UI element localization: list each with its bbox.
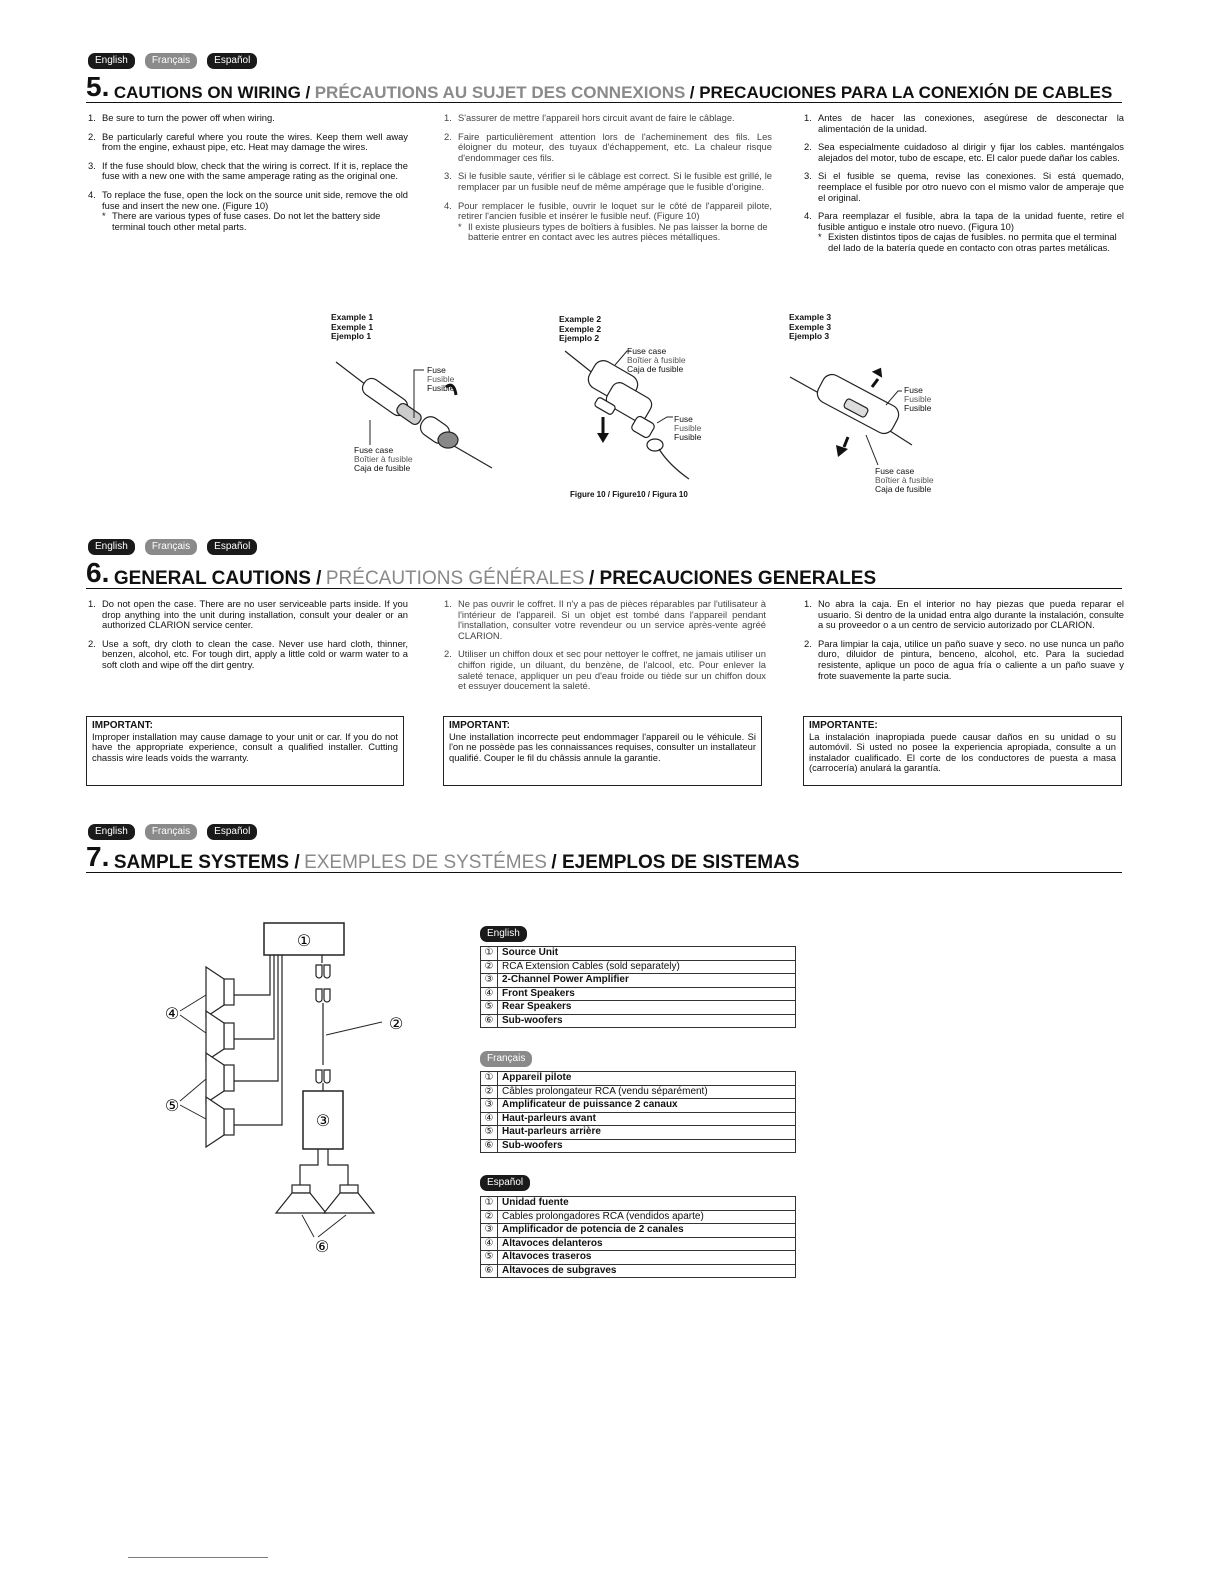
legend-french-badge: Français <box>480 1051 532 1067</box>
sample-system-diagram <box>150 915 420 1265</box>
section6-title-fr: PRÉCAUTIONS GÉNÉRALES <box>325 568 585 589</box>
section7-title-fr: EXEMPLES DE SYSTÉMES <box>304 852 547 873</box>
important-text: La instalación inapropiada puede causar daños en su unidad o su automóvil. Si usted no posee la experiencia apropiada, consulte a un instalador cualificado. El corte de los conductores de puesta a masa (carrocería) anulará la garantía. <box>809 730 1116 774</box>
section6-spanish-column <box>804 599 1124 689</box>
lang-spanish-badge: Español <box>207 824 257 840</box>
fuse-example3-illustration <box>786 365 916 465</box>
section6-english-column <box>88 599 408 679</box>
section5-title-fr: PRÉCAUTIONS AU SUJET DES CONNEXIONS <box>314 83 686 102</box>
list-item: 1. No abra la caja. En el interior no hay piezas que pueda reparar el usuario. Si dentro de la unidad entra algo durante la instalación, consulte a su proveedor o a un centro de servicio autorizado por CLARION. <box>804 598 1124 631</box>
table-row: ① Source Unit <box>481 947 796 961</box>
list-item: 2. Sea especialmente cuidadoso al dirigir y fijar los cables. manténgalos alejados del motor, tubo de escape, etc. El calor puede dañar los cables. <box>804 141 1124 163</box>
section5-french-column <box>444 113 772 243</box>
list-note: * There are various types of fuse cases. Do not let the battery side terminal touch other metal parts. <box>102 210 381 232</box>
example2-label: Example 2 Exemple 2 Ejemplo 2 <box>559 314 602 343</box>
table-row: ⑥ Sub-woofers <box>481 1014 796 1028</box>
language-tabs-section7 <box>88 824 257 840</box>
fuse-case-callout-1: Fuse case Boîtier à fusible Caja de fusible <box>354 445 413 473</box>
callout-5: ⑤ <box>164 1096 180 1115</box>
lang-english-badge: English <box>88 824 135 840</box>
list-item: 3. If the fuse should blow, check that the wiring is correct. If it is, replace the fuse with a new one with the same amperage rating as the original one. <box>88 159 408 182</box>
important-box-es <box>803 716 1122 786</box>
list-item: 1. Ne pas ouvrir le coffret. Il n'y a pas de pièces réparables par l'utilisateur à l'intérieur de l'appareil. Si un objet est tombé dans l'appareil pendant l'installation, consulter votre revendeur ou un service après-vente agréé CLARION. <box>444 598 766 641</box>
table-row: ④ Front Speakers <box>481 987 796 1001</box>
fuse-callout-1: Fuse Fusible Fusible <box>427 365 455 393</box>
table-row: ① Unidad fuente <box>481 1197 796 1211</box>
important-text: Une installation incorrecte peut endommager l'appareil ou le véhicule. Si l'on ne possède pas les connaissances requises, consulter un installateur qualifié. Couper le fil du châssis annule la garantie. <box>449 730 756 763</box>
section5-number: 5. <box>86 71 110 102</box>
lang-english-badge: English <box>88 539 135 555</box>
table-row: ⑤ Altavoces traseros <box>481 1251 796 1265</box>
list-item: 1. Do not open the case. There are no user serviceable parts inside. If you drop anything into the unit during installation, consult your dealer or an authorized CLARION service center. <box>88 598 408 631</box>
footer-rule <box>128 1557 268 1558</box>
fuse-case-callout-3: Fuse case Boîtier à fusible Caja de fusible <box>875 466 934 494</box>
example3-label: Example 3 Exemple 3 Ejemplo 3 <box>789 312 832 341</box>
lang-french-badge: Français <box>145 824 197 840</box>
table-row: ② Cables prolongadores RCA (vendidos aparte) <box>481 1210 796 1224</box>
important-text: Improper installation may cause damage to your unit or car. If you do not have the appropriate experience, consult a qualified installer. Cutting chassis wire leads voids the warranty. <box>92 730 398 763</box>
callout-3: ③ <box>315 1111 331 1130</box>
list-item: 2. Be particularly careful where you route the wires. Keep them well away from the engine, exhaust pipe, etc. Heat may damage the wires. <box>88 130 408 153</box>
important-heading: IMPORTANTE: <box>809 720 878 731</box>
important-box-en <box>86 716 404 786</box>
section5-title-es: / PRECAUCIONES PARA LA CONEXIÓN DE CABLES <box>689 83 1113 102</box>
table-row: ② RCA Extension Cables (sold separately) <box>481 960 796 974</box>
section5-spanish-column <box>804 113 1124 254</box>
table-row: ⑤ Haut-parleurs arrière <box>481 1126 796 1140</box>
lang-english-badge: English <box>88 53 135 69</box>
lang-french-badge: Français <box>145 539 197 555</box>
list-item: 2. Utiliser un chiffon doux et sec pour nettoyer le coffret, ne jamais utiliser un chiffon rigide, un diluant, du benzène, de l'alcool, etc. Pour enlever la saleté tenace, appliquer un peu d'eau froide ou tiède sur un chiffon doux et essuyer doucement la saleté. <box>444 648 766 692</box>
section6-french-column <box>444 599 766 700</box>
callout-4: ④ <box>164 1004 180 1023</box>
list-item: 3. Si el fusible se quema, revise las conexiones. Si está quemado, reemplace el fusible por otro nuevo con el mismo valor de amperaje que el original. <box>804 170 1124 203</box>
fuse-callout-2: Fuse Fusible Fusible <box>674 414 702 442</box>
section6-title-es: / PRECAUCIONES GENERALES <box>589 568 877 589</box>
table-row: ③ 2-Channel Power Amplifier <box>481 974 796 988</box>
table-row: ④ Altavoces delanteros <box>481 1237 796 1251</box>
legend-table-en <box>480 946 796 1028</box>
legend-english-badge: English <box>480 926 527 942</box>
section5-title-en: CAUTIONS ON WIRING / <box>113 83 311 102</box>
list-item: 1. S'assurer de mettre l'appareil hors circuit avant de faire le câblage. <box>444 112 735 123</box>
lang-spanish-badge: Español <box>207 53 257 69</box>
fuse-case-callout-2: Fuse case Boîtier à fusible Caja de fusible <box>627 346 686 374</box>
callout-6: ⑥ <box>314 1237 330 1256</box>
lang-spanish-badge: Español <box>207 539 257 555</box>
table-row: ⑤ Rear Speakers <box>481 1001 796 1015</box>
section6-title <box>86 557 1122 589</box>
table-row: ③ Amplificateur de puissance 2 canaux <box>481 1099 796 1113</box>
fuse-callout-3: Fuse Fusible Fusible <box>904 385 932 413</box>
table-row: ② Câbles prolongateur RCA (vendu séparément) <box>481 1085 796 1099</box>
callout-2: ② <box>388 1014 404 1033</box>
legend-spanish-badge: Español <box>480 1175 530 1191</box>
important-box-fr <box>443 716 762 786</box>
example1-label: Example 1 Exemple 1 Ejemplo 1 <box>331 312 374 341</box>
section7-title <box>86 841 1122 873</box>
section7-number: 7. <box>86 841 110 872</box>
list-item: 1. Be sure to turn the power off when wiring. <box>88 112 275 123</box>
legend-table-es <box>480 1196 796 1278</box>
list-item: 2. Faire particulièrement attention lors de l'acheminement des fils. Les éloigner du moteur, des tuyaux d'échappement, etc. La chaleur risque d'endommager ces fils. <box>444 130 772 163</box>
list-item: 4. Para reemplazar el fusible, abra la tapa de la unidad fuente, retire el fusible antiguo e instale otro nuevo. (Figura 10) <box>804 210 1124 232</box>
section7-title-en: SAMPLE SYSTEMS / <box>113 852 300 873</box>
list-note: * Il existe plusieurs types de boîtiers à fusibles. Ne pas laisser la borne de batterie entrer en contact avec les autres pièces métalliques. <box>458 220 768 243</box>
list-item: 4. To replace the fuse, open the lock on the source unit side, remove the old fuse and insert the new one. (Figure 10) <box>88 188 408 211</box>
language-tabs-section6 <box>88 539 257 555</box>
language-tabs-section5 <box>88 53 257 69</box>
figure10-caption: Figure 10 / Figure10 / Figura 10 <box>570 490 688 499</box>
list-item: 3. Si le fusible saute, vérifier si le câblage est correct. Si le fusible est grillé, le remplacer par un fusible neuf de même ampérage que le fusible d'origine. <box>444 170 772 192</box>
section5-title <box>86 71 1122 103</box>
table-row: ③ Amplificador de potencia de 2 canales <box>481 1224 796 1238</box>
list-item: 2. Para limpiar la caja, utilice un paño suave y seco. no use nunca un paño duro, diluidor de pintura, benceno, alcohol, etc. Para la suciedad resistente, aplique un poco de agua fría o caliente a un paño suave y frote suavemente la parte sucia. <box>804 637 1124 681</box>
callout-1: ① <box>296 931 312 950</box>
list-item: 2. Use a soft, dry cloth to clean the case. Never use hard cloth, thinner, benzen, alcohol, etc. For tough dirt, apply a little cold or warm water to a soft cloth and wipe off the dirt gentry. <box>88 637 408 670</box>
table-row: ⑥ Altavoces de subgraves <box>481 1264 796 1278</box>
important-heading: IMPORTANT: <box>449 720 510 731</box>
section5-english-column <box>88 113 408 232</box>
lang-french-badge: Français <box>145 53 197 69</box>
list-item: 4. Pour remplacer le fusible, ouvrir le loquet sur le côté de l'appareil pilote, retirer l'ancien fusible et insérer le fusible neuf. (Figure 10) <box>444 199 772 222</box>
table-row: ④ Haut-parleurs avant <box>481 1112 796 1126</box>
table-row: ⑥ Sub-woofers <box>481 1139 796 1153</box>
list-item: 1. Antes de hacer las conexiones, asegúrese de desconectar la alimentación de la unidad. <box>804 112 1124 134</box>
section7-title-es: / EJEMPLOS DE SISTEMAS <box>551 852 800 873</box>
important-heading: IMPORTANT: <box>92 720 153 731</box>
table-row: ① Appareil pilote <box>481 1072 796 1086</box>
list-note: * Existen distintos tipos de cajas de fusibles. no permita que el terminal del lado de la batería quede en contacto con otras partes metálicas. <box>818 231 1117 253</box>
legend-table-fr <box>480 1071 796 1153</box>
section6-title-en: GENERAL CAUTIONS / <box>113 568 322 589</box>
section6-number: 6. <box>86 557 110 588</box>
